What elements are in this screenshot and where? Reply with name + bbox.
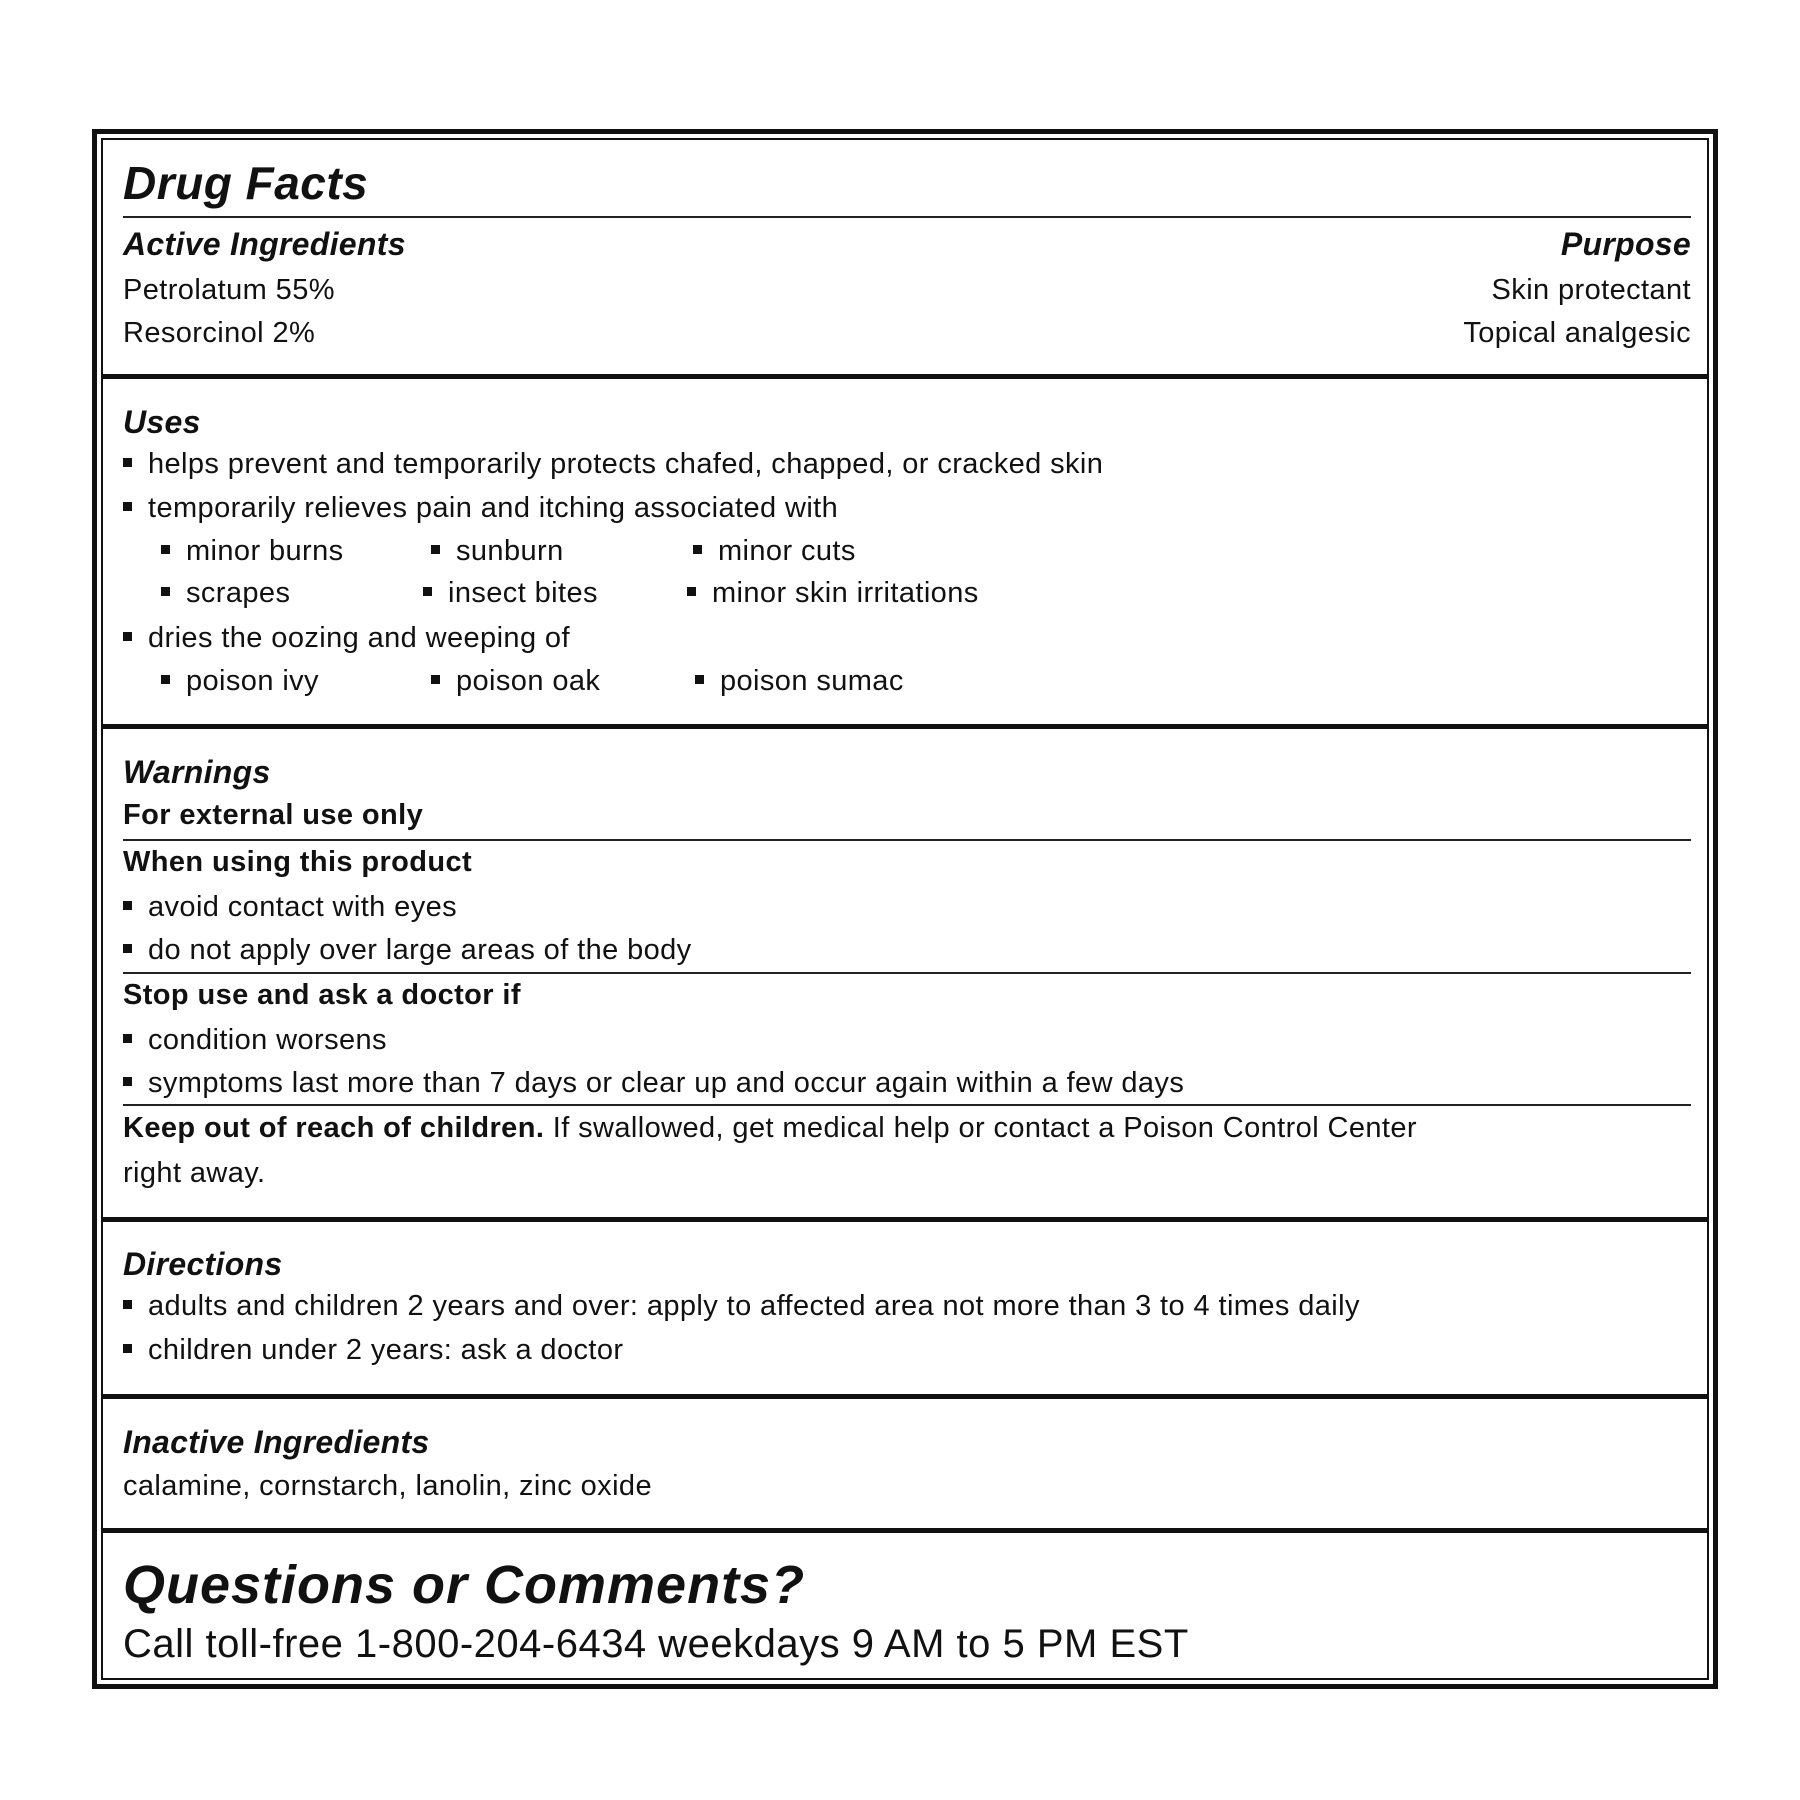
active-ingredients-heading: Active Ingredients: [123, 226, 406, 262]
warnings-rule: [123, 839, 1691, 841]
uses-subitem: poison ivy: [161, 665, 319, 698]
keep-out-rest: If swallowed, get medical help or contact a Poison Control Center: [544, 1112, 1417, 1144]
external-use-text: For external use only: [123, 799, 424, 831]
section-divider: [103, 1217, 1707, 1222]
inactive-ingredients-heading: Inactive Ingredients: [123, 1424, 430, 1460]
uses-subitem: insect bites: [423, 577, 598, 610]
questions-heading: Questions or Comments?: [123, 1555, 806, 1615]
title-rule: [123, 216, 1691, 218]
uses-subitem: minor skin irritations: [687, 577, 979, 610]
active-ingredient: Resorcinol 2%: [123, 317, 316, 349]
section-divider: [103, 1394, 1707, 1399]
uses-subitem: poison sumac: [695, 665, 904, 698]
warnings-rule: [123, 972, 1691, 974]
directions-item: children under 2 years: ask a doctor: [123, 1334, 623, 1367]
warning-item: do not apply over large areas of the body: [123, 934, 692, 967]
keep-out-bold: Keep out of reach of children.: [123, 1112, 545, 1144]
warning-item: condition worsens: [123, 1024, 387, 1057]
warnings-heading: Warnings: [123, 754, 271, 790]
uses-subitem: scrapes: [161, 577, 290, 610]
uses-item: helps prevent and temporarily protects chafed, chapped, or cracked skin: [123, 448, 1103, 481]
inactive-ingredients-text: calamine, cornstarch, lanolin, zinc oxide: [123, 1470, 652, 1502]
active-ingredient: Petrolatum 55%: [123, 274, 335, 306]
keep-out-continued: right away.: [123, 1157, 266, 1189]
uses-subitem: minor cuts: [693, 535, 856, 568]
section-divider: [103, 1528, 1707, 1533]
stop-use-heading: Stop use and ask a doctor if: [123, 979, 521, 1011]
active-purpose: Skin protectant: [1491, 274, 1691, 306]
uses-heading: Uses: [123, 404, 201, 440]
keep-out-text: [123, 1112, 1417, 1145]
warning-item: avoid contact with eyes: [123, 891, 457, 924]
directions-item: adults and children 2 years and over: apply to affected area not more than 3 to 4 times daily: [123, 1290, 1360, 1323]
uses-subitem: poison oak: [431, 665, 600, 698]
uses-item: dries the oozing and weeping of: [123, 622, 570, 655]
section-divider: [103, 374, 1707, 379]
drug-facts-label: [92, 129, 1718, 1689]
purpose-heading: Purpose: [1560, 226, 1691, 262]
active-purpose: Topical analgesic: [1463, 317, 1691, 349]
drug-facts-title: Drug Facts: [123, 157, 369, 209]
directions-heading: Directions: [123, 1246, 283, 1282]
when-using-heading: When using this product: [123, 846, 473, 878]
uses-subitem: sunburn: [431, 535, 564, 568]
uses-subitem: minor burns: [161, 535, 344, 568]
warning-item: symptoms last more than 7 days or clear up and occur again within a few days: [123, 1067, 1184, 1100]
uses-item: temporarily relieves pain and itching associated with: [123, 492, 838, 525]
warnings-rule: [123, 1104, 1691, 1106]
questions-text: Call toll-free 1-800-204-6434 weekdays 9 AM to 5 PM EST: [123, 1622, 1189, 1666]
section-divider: [103, 724, 1707, 729]
